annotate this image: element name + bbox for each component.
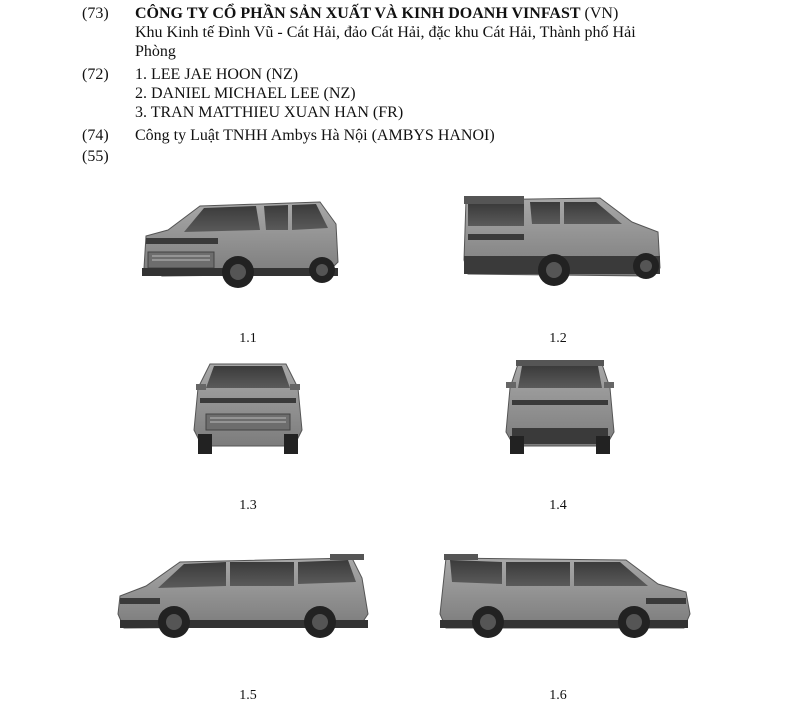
owner-address-line1: Khu Kinh tế Đình Vũ - Cát Hải, đảo Cát Hải, đặc khu Cát Hải, Thành phố Hải — [135, 24, 636, 41]
owner-block — [135, 4, 755, 61]
owner-country: (VN) — [580, 5, 619, 22]
owner-address-line2: Phòng — [135, 43, 176, 60]
figure-caption: 1.4 — [549, 498, 567, 513]
inventor-3: 3. TRAN MATTHIEU XUAN HAN (FR) — [135, 104, 404, 121]
figure-caption: 1.3 — [239, 498, 257, 513]
entry-code: (72) — [82, 66, 109, 83]
figure-1-6-car-right-side-view — [436, 548, 692, 644]
figure-caption: 1.6 — [549, 688, 567, 703]
figure-caption: 1.2 — [549, 331, 567, 346]
entry-code: (55) — [82, 148, 109, 165]
agent-name: Công ty Luật TNHH Ambys Hà Nội (AMBYS HANOI) — [135, 127, 495, 144]
figure-1-1-car-front-three-quarter — [138, 192, 342, 292]
figure-1-2-car-rear-three-quarter — [460, 190, 664, 290]
figure-caption: 1.5 — [239, 688, 257, 703]
owner-name: CÔNG TY CỔ PHẦN SẢN XUẤT VÀ KINH DOANH VINFAST — [135, 5, 581, 22]
inventor-1: 1. LEE JAE HOON (NZ) — [135, 66, 299, 83]
figure-caption: 1.1 — [239, 331, 257, 346]
figure-1-5-car-left-side-view — [116, 548, 372, 644]
entry-code: (74) — [82, 127, 109, 144]
entry-code: (73) — [82, 5, 109, 22]
figure-1-4-car-rear-view — [504, 358, 616, 458]
figure-1-3-car-front-view — [192, 358, 304, 458]
inventor-list — [135, 65, 755, 122]
inventor-2: 2. DANIEL MICHAEL LEE (NZ) — [135, 85, 356, 102]
